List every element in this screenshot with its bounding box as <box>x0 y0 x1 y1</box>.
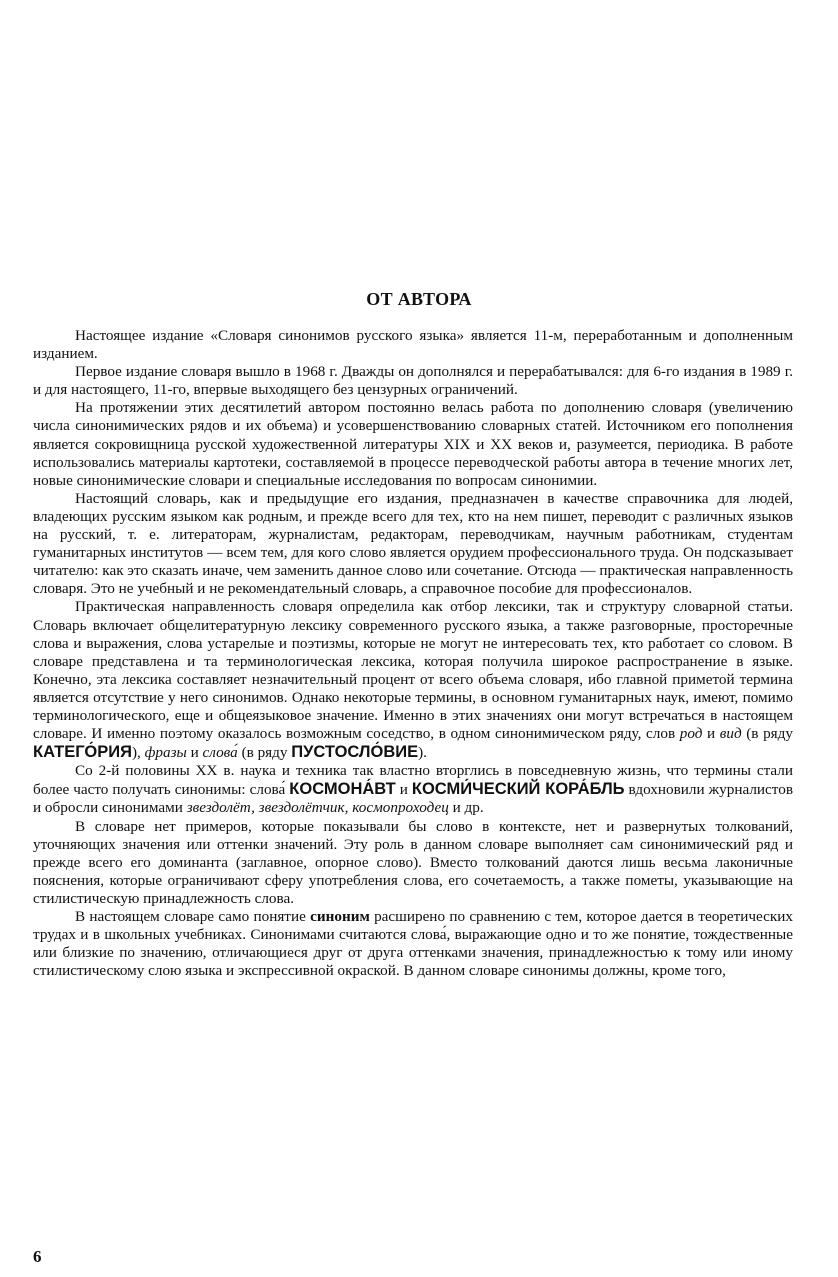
italic-word-rod: род <box>679 725 703 743</box>
italic-word-vid: вид <box>719 725 742 743</box>
bold-term-synonym: синоним <box>310 908 370 925</box>
page-number: 6 <box>33 1247 42 1266</box>
paragraph-3: На протяжении этих десятилетий автором постоянно велась работа по дополнению словаря (увеличению числа синонимических рядов и их объема) и усовершенствованию словарных статей. Источником его пополнения является сокровищница русской художественной литературы XIX и XX веков и, разумеется, периодика. В работе использовались материалы картотеки, составляемой в процессе переводческой работы автора в течение многих лет, новые синонимические словари и специальные исследования по вопросам синонимии. <box>33 399 793 489</box>
italic-word-slova: слова́ <box>202 744 238 762</box>
text-fragment: расширено по сравнению с тем, которое дается в теоретических трудах и в школьных учебниках. Синонимами считаются слова́, выражающие одно и то же понятие, тождественные или близкие по значению, отличающиеся друг от друга оттенками значения, принадлежностью к тому или иному стилистическому слою языка и экспрессивной окраской. В данном словаре синонимы должны, кроме того, <box>33 908 794 980</box>
italic-synonym-list: звездолёт, звездолётчик, космопроходец <box>186 799 449 817</box>
paragraph-6 <box>33 762 793 817</box>
text-fragment: и др. <box>448 799 484 817</box>
text-fragment: вдохновили журналистов и обросли синонимами <box>33 781 793 817</box>
paragraph-8-text: В настоящем словаре само понятие <box>75 908 311 925</box>
paragraph-5-text: Практическая направленность словаря определила как отбор лексики, так и структуру словарной статьи. Словарь включает общелитературную лексику современного русского языка, а также разговорные, просторечные слова и выражения, слова устарелые и поэтизмы, которые не могут не интересовать тех, кто работает со словом. В словаре представлена и та терминологическая лексика, которая получила широкое распространение в языке. Конечно, эта лексика составляет незначительный процент от всего объема словаря, ибо главной приметой термина является отсутствие у него синонимов. Однако некоторые термины, в основном гуманитарных наук, имеют, помимо терминологического, еще и общеязыковое значение. Именно в этих значениях они могут встречаться в настоящем словаре. И именно поэтому оказалось возможным соседство, в одном синонимическом ряду, слов <box>33 598 793 743</box>
body-text <box>33 327 793 980</box>
conjunction: и <box>395 781 412 799</box>
paragraph-8 <box>33 908 793 980</box>
paragraph-5 <box>33 598 793 762</box>
headword-category: КАТЕГО́РИЯ <box>33 743 132 762</box>
text-fragment: ), <box>131 744 145 762</box>
italic-word-frazy: фразы <box>144 744 187 762</box>
text-fragment: (в ряду <box>237 744 292 762</box>
headword-cosmonaut: КОСМОНА́ВТ <box>289 780 396 799</box>
paragraph-7: В словаре нет примеров, которые показывали бы слово в контексте, нет и развернутых толкований, уточняющих значения или оттенки значений. Эту роль в данном словаре выполняет сам синонимический ряд и прежде всего его доминанта (заглавное, опорное слово). Вместо толкований даются лишь весьма лаконичные пояснения, которые ограничивают сферу употребления слова, его сочетаемость, а также пометы, указывающие на стилистическую принадлежность слова. <box>33 817 793 907</box>
conjunction: и <box>186 744 203 762</box>
text-fragment: (в ряду <box>741 725 793 743</box>
paragraph-1: Настоящее издание «Словаря синонимов русского языка» является 11-м, переработанным и дополненным изданием. <box>33 327 793 363</box>
paragraph-4: Настоящий словарь, как и предыдущие его издания, предназначен в качестве справочника для людей, владеющих русским языком как родным, и прежде всего для тех, кто на нем пишет, переводит с различных языков на русский, т. е. литераторам, журналистам, редакторам, переводчикам, научным работникам, студентам гуманитарных институтов — всем тем, для кого слово является орудием профессионального труда. Он подсказывает читателю: как это сказать иначе, чем заменить данное слово или сочетание. Отсюда — практическая направленность словаря. Это не учебный и не рекомендательный словарь, а справочное пособие для профессионалов. <box>33 489 793 598</box>
headword-space-ship: КОСМИ́ЧЕСКИЙ КОРА́БЛЬ <box>411 780 625 799</box>
page-title: ОТ АВТОРА <box>366 289 472 309</box>
headword-pustoslovie: ПУСТОСЛО́ВИЕ <box>291 743 419 762</box>
paragraph-2: Первое издание словаря вышло в 1968 г. Дважды он дополнялся и перерабатывался: для 6-го издания в 1989 г. и для настоящего, 11-го, впервые выходящего без цензурных ограничений. <box>33 363 793 399</box>
paragraph-6-text: Со 2-й половины XX в. наука и техника так властно вторглись в повседневную жизнь, что термины стали более часто получать синонимы: слова́ <box>33 762 793 799</box>
text-fragment: ). <box>418 744 427 762</box>
conjunction: и <box>702 725 720 743</box>
